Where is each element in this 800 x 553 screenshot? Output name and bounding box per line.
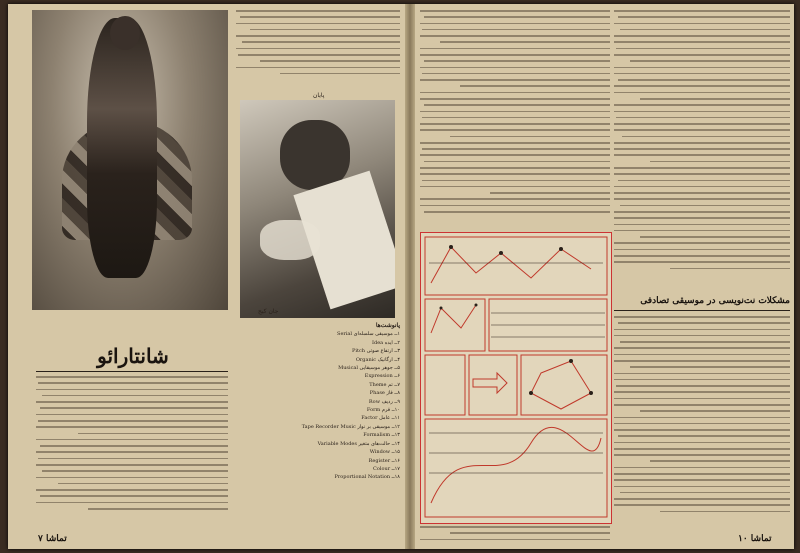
- spread-gutter: [405, 4, 415, 549]
- right-col-middle-top: [420, 10, 610, 226]
- list-item: ۶ــ Expression: [364, 373, 400, 380]
- list-item: ۵ــ جوهر موسیقایی Musical: [338, 365, 400, 372]
- article-title: شانتارائو: [97, 344, 169, 368]
- notation-diagram: [420, 232, 612, 524]
- right-col-outer-bottom: [614, 316, 790, 530]
- section-rule: [614, 310, 790, 311]
- title-rule: [36, 371, 228, 372]
- list-item: ۸ــ فاز Phase: [369, 390, 400, 397]
- right-col-outer-top: [614, 10, 790, 290]
- list-item: ۱ــ موسیقی سلسله‌ای Serial: [337, 331, 400, 338]
- list-item: ۱۴ــ حالت‌های متغیر Variable Modes: [317, 440, 400, 447]
- list-item: ۱۶ــ Register: [368, 457, 400, 464]
- left-article-body: [36, 376, 228, 526]
- photo-caption: جان کیج: [258, 308, 279, 315]
- left-top-text: [236, 10, 400, 94]
- john-cage-photo: [240, 100, 395, 318]
- list-item: ۱۱ــ عامل Factor: [361, 415, 400, 422]
- magazine-spread: [8, 4, 794, 549]
- list-item: ۱۷ــ Colour: [373, 465, 400, 472]
- list-item: ۷ــ تم Theme: [369, 381, 400, 388]
- dancer-photo: [32, 10, 228, 310]
- list-item: ۱۳ــ Formalism: [363, 432, 400, 439]
- list-item: ۱۰ــ فرم Form: [366, 407, 400, 414]
- list-item: ۲ــ ایده Idea: [372, 339, 400, 346]
- section-heading: مشکلات نت‌نویسی در موسیقی تصادفی: [640, 296, 790, 306]
- list-item: ۱۵ــ Window: [369, 449, 400, 456]
- list-item: ۱۲ــ موسیقی بر نوار Tape Recorder Music: [301, 423, 400, 430]
- list-item: ۱۸ــ Proportional Notation: [334, 474, 400, 481]
- footnote-list: [240, 322, 400, 534]
- left-folio: تماشا ۷: [38, 534, 67, 544]
- list-item: ۴ــ ارگانیک Organic: [355, 356, 400, 363]
- end-mark: پایان: [313, 92, 325, 99]
- list-heading: پانوشت‌ها: [375, 322, 400, 329]
- list-item: ۹ــ ردیف Row: [368, 398, 400, 405]
- list-item: ۳ــ ارتفاع صوتی Pitch: [351, 348, 400, 355]
- notation-diagram-graphic: [421, 233, 611, 523]
- right-folio: تماشا ۱۰: [738, 534, 772, 544]
- right-col-middle-bottom: [420, 526, 610, 546]
